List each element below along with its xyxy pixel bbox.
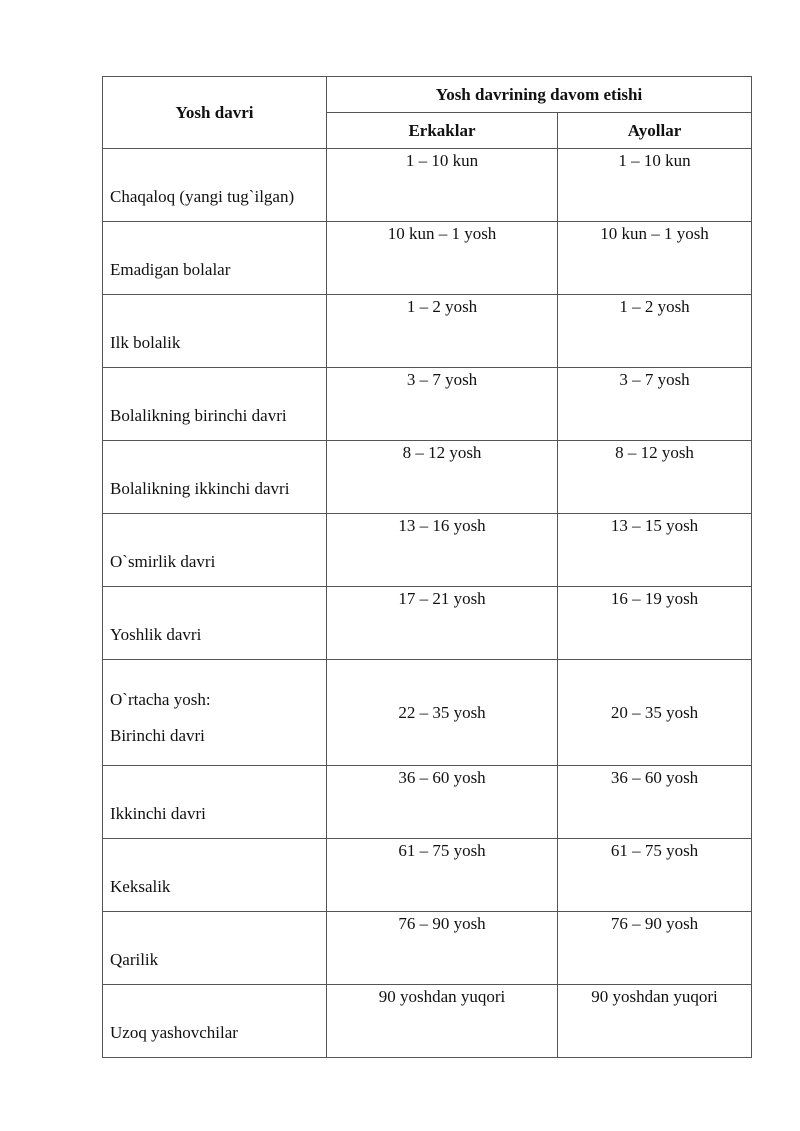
period-label: Chaqaloq (yangi tug`ilgan): [110, 187, 295, 206]
period-cell: [103, 441, 327, 514]
women-duration: 16 – 19 yosh: [558, 587, 752, 660]
women-duration: 76 – 90 yosh: [558, 912, 752, 985]
table-row: [103, 985, 752, 1058]
period-cell: [103, 660, 327, 766]
period-label: Emadigan bolalar: [110, 260, 231, 279]
period-cell: [103, 149, 327, 222]
men-duration: 17 – 21 yosh: [327, 587, 558, 660]
period-label: Ikkinchi davri: [110, 804, 206, 823]
men-duration: 3 – 7 yosh: [327, 368, 558, 441]
women-duration: 20 – 35 yosh: [558, 660, 752, 766]
period-cell: [103, 587, 327, 660]
women-duration: 61 – 75 yosh: [558, 839, 752, 912]
period-label: Yoshlik davri: [110, 625, 202, 644]
period-label: Uzoq yashovchilar: [110, 1023, 238, 1042]
men-duration: 13 – 16 yosh: [327, 514, 558, 587]
period-cell: [103, 514, 327, 587]
header-duration: Yosh davrining davom etishi: [327, 77, 752, 113]
period-label: O`rtacha yosh:: [110, 690, 211, 709]
women-duration: 1 – 10 kun: [558, 149, 752, 222]
men-duration: 22 – 35 yosh: [327, 660, 558, 766]
table-row: [103, 839, 752, 912]
age-periods-table: [102, 76, 752, 1058]
table-row: [103, 149, 752, 222]
table-row: [103, 295, 752, 368]
period-label: Keksalik: [110, 877, 171, 896]
table-row: [103, 912, 752, 985]
women-duration: 13 – 15 yosh: [558, 514, 752, 587]
header-women: Ayollar: [558, 113, 752, 149]
period-label: Bolalikning ikkinchi davri: [110, 479, 290, 498]
women-duration: 8 – 12 yosh: [558, 441, 752, 514]
table-row: [103, 368, 752, 441]
period-cell: [103, 222, 327, 295]
men-duration: 1 – 10 kun: [327, 149, 558, 222]
table-row: [103, 587, 752, 660]
men-duration: 36 – 60 yosh: [327, 766, 558, 839]
table-row: [103, 222, 752, 295]
men-duration: 8 – 12 yosh: [327, 441, 558, 514]
women-duration: 90 yoshdan yuqori: [558, 985, 752, 1058]
period-label: Ilk bolalik: [110, 333, 181, 352]
period-cell: [103, 368, 327, 441]
header-men: Erkaklar: [327, 113, 558, 149]
period-cell: [103, 912, 327, 985]
men-duration: 76 – 90 yosh: [327, 912, 558, 985]
period-cell: [103, 766, 327, 839]
men-duration: 10 kun – 1 yosh: [327, 222, 558, 295]
table-row: [103, 514, 752, 587]
men-duration: 90 yoshdan yuqori: [327, 985, 558, 1058]
men-duration: 1 – 2 yosh: [327, 295, 558, 368]
period-cell: [103, 985, 327, 1058]
women-duration: 10 kun – 1 yosh: [558, 222, 752, 295]
table-row: [103, 766, 752, 839]
table-row: [103, 441, 752, 514]
period-label: Bolalikning birinchi davri: [110, 406, 287, 425]
period-sublabel: Birinchi davri: [110, 726, 205, 745]
period-label: Qarilik: [110, 950, 159, 969]
header-age-period: Yosh davri: [103, 77, 327, 149]
period-label: O`smirlik davri: [110, 552, 216, 571]
men-duration: 61 – 75 yosh: [327, 839, 558, 912]
period-cell: [103, 295, 327, 368]
women-duration: 36 – 60 yosh: [558, 766, 752, 839]
women-duration: 3 – 7 yosh: [558, 368, 752, 441]
table-row: [103, 660, 752, 766]
women-duration: 1 – 2 yosh: [558, 295, 752, 368]
period-cell: [103, 839, 327, 912]
